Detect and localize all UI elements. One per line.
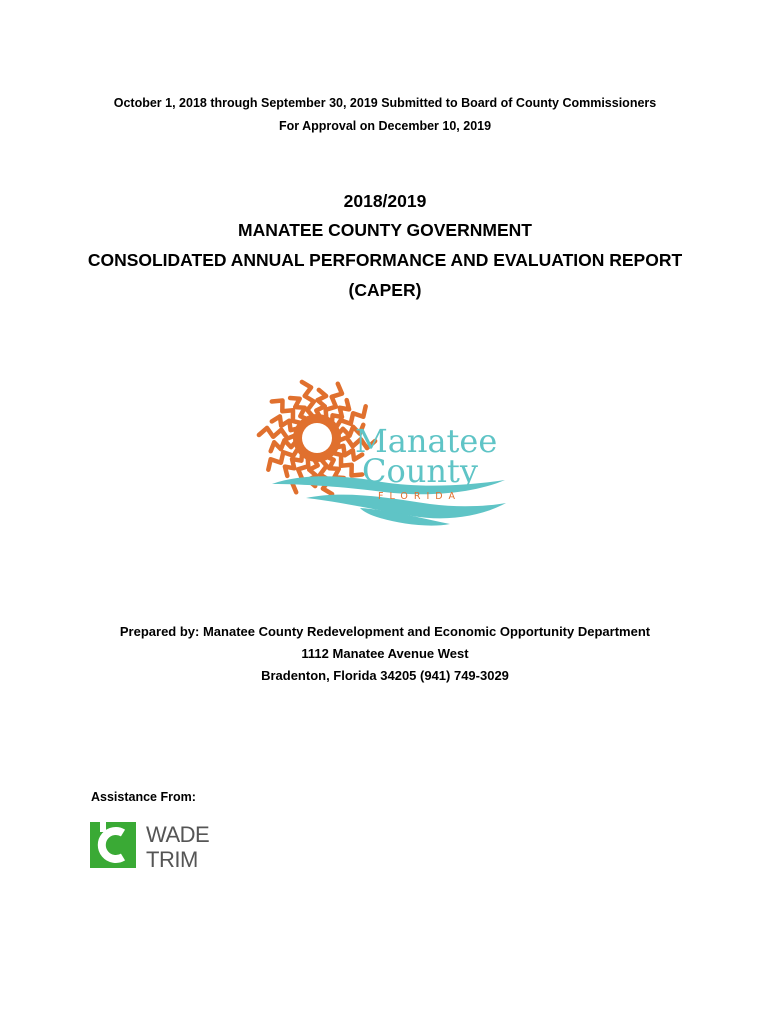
- report-year: 2018/2019: [343, 191, 427, 211]
- report-period-line: October 1, 2018 through September 30, 2019 Submitted to Board of County Commissioners: [113, 96, 657, 110]
- logo-text-state: FLORIDA: [378, 491, 461, 502]
- manatee-county-logo: [250, 376, 510, 534]
- logo-text-wade: WADE: [146, 822, 210, 847]
- city-phone-line: Bradenton, Florida 34205 (941) 749-3029: [261, 668, 509, 683]
- wade-trim-logo: [90, 820, 210, 872]
- approval-date-line: For Approval on December 10, 2019: [278, 119, 492, 133]
- logo-text-manatee: Manatee: [355, 422, 498, 460]
- logo-text-trim: TRIM: [146, 847, 198, 872]
- report-title: CONSOLIDATED ANNUAL PERFORMANCE AND EVALUATION REPORT: [87, 250, 683, 270]
- assistance-label: Assistance From:: [91, 790, 196, 804]
- address-line: 1112 Manatee Avenue West: [301, 646, 469, 661]
- logo-text-county: County: [362, 452, 478, 490]
- prepared-by-line: Prepared by: Manatee County Redevelopment and Economic Opportunity Department: [119, 624, 651, 639]
- sun-ray: [271, 440, 296, 451]
- organization-name: MANATEE COUNTY GOVERNMENT: [238, 220, 532, 240]
- report-acronym: (CAPER): [348, 280, 422, 300]
